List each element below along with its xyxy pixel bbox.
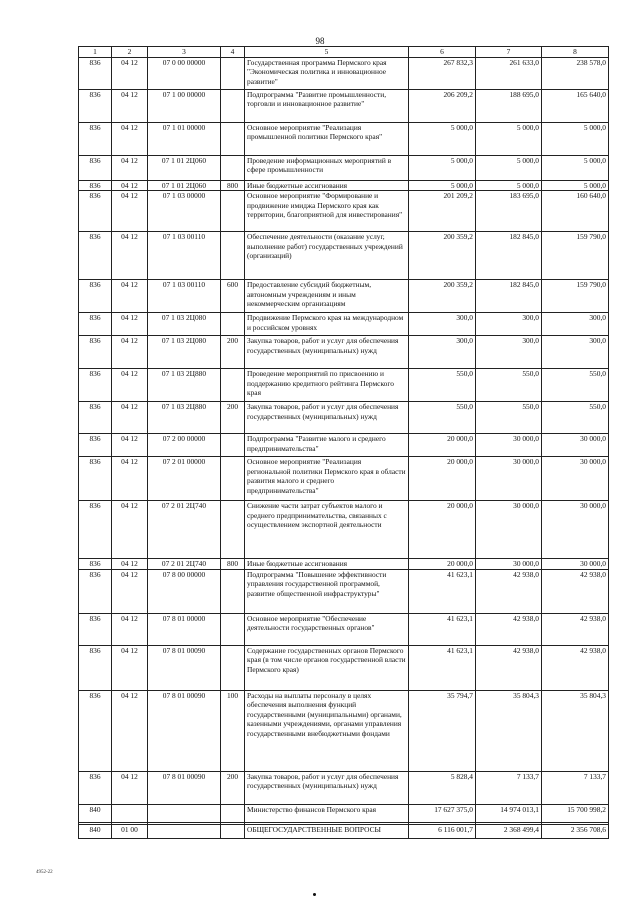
description-cell: Подпрограмма "Развитие промышленности, торговли и инновационное развитие"	[245, 90, 409, 123]
agency-code-cell: 836	[79, 156, 112, 181]
target-item-cell	[148, 824, 221, 838]
expense-type-cell	[221, 569, 245, 613]
agency-code-cell: 836	[79, 569, 112, 613]
amount-year1-cell: 6 116 001,7	[409, 824, 476, 838]
description-cell: Иные бюджетные ассигнования	[245, 181, 409, 191]
section-code-cell: 04 12	[112, 58, 148, 90]
amount-year2-cell: 14 974 013,1	[476, 804, 542, 822]
expense-type-cell	[221, 191, 245, 232]
agency-code-cell: 836	[79, 690, 112, 771]
target-item-cell: 07 8 01 00090	[148, 690, 221, 771]
amount-year1-cell: 41 623,1	[409, 569, 476, 613]
amount-year2-cell: 42 938,0	[476, 645, 542, 690]
expense-type-cell	[221, 156, 245, 181]
expense-type-cell	[221, 58, 245, 90]
target-item-cell: 07 8 00 00000	[148, 569, 221, 613]
expense-type-cell: 800	[221, 181, 245, 191]
amount-year1-cell: 201 209,2	[409, 191, 476, 232]
expense-type-cell	[221, 90, 245, 123]
agency-code-cell: 836	[79, 369, 112, 402]
target-item-cell: 07 2 00 00000	[148, 434, 221, 457]
target-item-cell: 07 2 01 2Ц740	[148, 559, 221, 569]
section-code-cell: 04 12	[112, 280, 148, 313]
amount-year3-cell: 300,0	[542, 313, 609, 336]
target-item-cell: 07 1 03 00110	[148, 232, 221, 280]
section-code-cell: 04 12	[112, 645, 148, 690]
expense-type-cell	[221, 123, 245, 156]
amount-year1-cell: 200 359,2	[409, 232, 476, 280]
target-item-cell: 07 1 03 2Ц080	[148, 336, 221, 369]
header-cell: 5	[245, 47, 409, 58]
agency-code-cell: 836	[79, 313, 112, 336]
table-row	[79, 232, 609, 280]
amount-year1-cell: 5 000,0	[409, 181, 476, 191]
expense-type-cell: 200	[221, 402, 245, 434]
agency-code-cell: 836	[79, 402, 112, 434]
agency-code-cell: 836	[79, 771, 112, 804]
description-cell: Расходы на выплаты персоналу в целях обеспечения выполнения функций государственными (муниципальными) органами, казенными учреждениями, органами управления государственными внебюджетными фондами	[245, 690, 409, 771]
target-item-cell: 07 0 00 00000	[148, 58, 221, 90]
target-item-cell: 07 1 03 00110	[148, 280, 221, 313]
description-cell: Подпрограмма "Развитие малого и среднего предпринимательства"	[245, 434, 409, 457]
amount-year2-cell: 5 000,0	[476, 156, 542, 181]
section-code-cell: 04 12	[112, 336, 148, 369]
amount-year2-cell: 300,0	[476, 313, 542, 336]
table-row	[79, 824, 609, 838]
section-code-cell: 04 12	[112, 369, 148, 402]
description-cell: Проведение информационных мероприятий в сфере промышленности	[245, 156, 409, 181]
description-cell: Продвижение Пермского края на международном и российском уровнях	[245, 313, 409, 336]
target-item-cell: 07 2 01 2Ц740	[148, 501, 221, 559]
amount-year1-cell: 41 623,1	[409, 613, 476, 645]
section-code-cell: 04 12	[112, 559, 148, 569]
table-row	[79, 804, 609, 822]
agency-code-cell: 840	[79, 804, 112, 822]
expense-type-cell	[221, 369, 245, 402]
description-cell: Содержание государственных органов Пермского края (в том числе органов государственной власти Пермского края)	[245, 645, 409, 690]
section-code-cell: 04 12	[112, 313, 148, 336]
description-cell: Проведение мероприятий по присвоению и поддержанию кредитного рейтинга Пермского края	[245, 369, 409, 402]
section-code-cell: 04 12	[112, 90, 148, 123]
description-cell: Закупка товаров, работ и услуг для обеспечения государственных (муниципальных) нужд	[245, 402, 409, 434]
table-row	[79, 280, 609, 313]
agency-code-cell: 836	[79, 613, 112, 645]
section-code-cell	[112, 804, 148, 822]
amount-year1-cell: 550,0	[409, 369, 476, 402]
expense-type-cell	[221, 824, 245, 838]
target-item-cell: 07 1 03 2Ц080	[148, 313, 221, 336]
table-row	[79, 90, 609, 123]
expense-type-cell: 600	[221, 280, 245, 313]
header-cell: 7	[476, 47, 542, 58]
amount-year3-cell: 5 000,0	[542, 181, 609, 191]
section-code-cell: 01 00	[112, 824, 148, 838]
amount-year3-cell: 165 640,0	[542, 90, 609, 123]
header-cell: 4	[221, 47, 245, 58]
section-code-cell: 04 12	[112, 569, 148, 613]
amount-year3-cell: 300,0	[542, 336, 609, 369]
expense-type-cell: 100	[221, 690, 245, 771]
target-item-cell: 07 1 01 2Ц060	[148, 156, 221, 181]
agency-code-cell: 836	[79, 123, 112, 156]
agency-code-cell: 836	[79, 232, 112, 280]
amount-year2-cell: 42 938,0	[476, 613, 542, 645]
amount-year3-cell: 42 938,0	[542, 645, 609, 690]
section-code-cell: 04 12	[112, 123, 148, 156]
target-item-cell: 07 1 01 2Ц060	[148, 181, 221, 191]
expense-type-cell: 200	[221, 336, 245, 369]
description-cell: Обеспечение деятельности (оказание услуг, выполнение работ) государственных учреждений (организаций)	[245, 232, 409, 280]
agency-code-cell: 836	[79, 559, 112, 569]
amount-year2-cell: 182 845,0	[476, 232, 542, 280]
amount-year3-cell: 238 578,0	[542, 58, 609, 90]
table-row	[79, 569, 609, 613]
table-row	[79, 501, 609, 559]
amount-year2-cell: 188 695,0	[476, 90, 542, 123]
amount-year1-cell: 20 000,0	[409, 559, 476, 569]
table-row	[79, 645, 609, 690]
amount-year1-cell: 20 000,0	[409, 501, 476, 559]
table-row	[79, 613, 609, 645]
table-row	[79, 313, 609, 336]
amount-year3-cell: 15 700 998,2	[542, 804, 609, 822]
amount-year2-cell: 182 845,0	[476, 280, 542, 313]
amount-year1-cell: 550,0	[409, 402, 476, 434]
target-item-cell: 07 8 01 00090	[148, 771, 221, 804]
amount-year1-cell: 300,0	[409, 313, 476, 336]
description-cell: Основное мероприятие "Реализация промышленной политики Пермского края"	[245, 123, 409, 156]
header-cell: 6	[409, 47, 476, 58]
amount-year3-cell: 159 790,0	[542, 232, 609, 280]
amount-year3-cell: 159 790,0	[542, 280, 609, 313]
agency-code-cell: 840	[79, 824, 112, 838]
amount-year1-cell: 5 000,0	[409, 156, 476, 181]
amount-year2-cell: 42 938,0	[476, 569, 542, 613]
header-cell: 1	[79, 47, 112, 58]
table-row	[79, 369, 609, 402]
header-cell: 2	[112, 47, 148, 58]
target-item-cell: 07 1 03 2Ц880	[148, 369, 221, 402]
table-row	[79, 336, 609, 369]
amount-year2-cell: 30 000,0	[476, 559, 542, 569]
agency-code-cell: 836	[79, 90, 112, 123]
amount-year1-cell: 35 794,7	[409, 690, 476, 771]
amount-year3-cell: 30 000,0	[542, 559, 609, 569]
amount-year3-cell: 42 938,0	[542, 613, 609, 645]
description-cell: Основное мероприятие "Формирование и продвижение имиджа Пермского края как территории, благоприятной для инвестирования"	[245, 191, 409, 232]
amount-year3-cell: 160 640,0	[542, 191, 609, 232]
amount-year3-cell: 5 000,0	[542, 123, 609, 156]
target-item-cell: 07 1 01 00000	[148, 123, 221, 156]
target-item-cell: 07 8 01 00000	[148, 613, 221, 645]
header-cell: 3	[148, 47, 221, 58]
amount-year3-cell: 2 356 708,6	[542, 824, 609, 838]
amount-year2-cell: 30 000,0	[476, 501, 542, 559]
amount-year1-cell: 5 828,4	[409, 771, 476, 804]
amount-year3-cell: 30 000,0	[542, 457, 609, 501]
section-code-cell: 04 12	[112, 156, 148, 181]
amount-year1-cell: 200 359,2	[409, 280, 476, 313]
amount-year2-cell: 7 133,7	[476, 771, 542, 804]
table-row	[79, 191, 609, 232]
section-code-cell: 04 12	[112, 771, 148, 804]
amount-year3-cell: 550,0	[542, 369, 609, 402]
target-item-cell: 07 8 01 00090	[148, 645, 221, 690]
agency-code-cell: 836	[79, 191, 112, 232]
dot-mark	[313, 893, 316, 896]
description-cell: Иные бюджетные ассигнования	[245, 559, 409, 569]
table-row	[79, 181, 609, 191]
amount-year2-cell: 550,0	[476, 402, 542, 434]
expense-type-cell: 200	[221, 771, 245, 804]
section-code-cell: 04 12	[112, 613, 148, 645]
amount-year3-cell: 5 000,0	[542, 156, 609, 181]
expense-type-cell	[221, 645, 245, 690]
agency-code-cell: 836	[79, 280, 112, 313]
expense-type-cell	[221, 313, 245, 336]
amount-year2-cell: 550,0	[476, 369, 542, 402]
expense-type-cell	[221, 613, 245, 645]
amount-year1-cell: 41 623,1	[409, 645, 476, 690]
agency-code-cell: 836	[79, 457, 112, 501]
budget-table	[78, 46, 609, 839]
amount-year1-cell: 5 000,0	[409, 123, 476, 156]
amount-year1-cell: 206 209,2	[409, 90, 476, 123]
expense-type-cell	[221, 457, 245, 501]
amount-year1-cell: 17 627 375,0	[409, 804, 476, 822]
table-row	[79, 559, 609, 569]
description-cell: Подпрограмма "Повышение эффективности управления государственной программой, развитие общественной инфраструктуры"	[245, 569, 409, 613]
amount-year2-cell: 2 368 499,4	[476, 824, 542, 838]
section-code-cell: 04 12	[112, 402, 148, 434]
description-cell: Снижение части затрат субъектов малого и среднего предпринимательства, связанных с осуществлением экспортной деятельности	[245, 501, 409, 559]
amount-year2-cell: 5 000,0	[476, 123, 542, 156]
section-code-cell: 04 12	[112, 690, 148, 771]
expense-type-cell	[221, 804, 245, 822]
target-item-cell: 07 1 03 00000	[148, 191, 221, 232]
section-code-cell: 04 12	[112, 181, 148, 191]
expense-type-cell	[221, 501, 245, 559]
table-header-row	[79, 47, 609, 58]
page-number: 98	[315, 36, 325, 46]
description-cell: Закупка товаров, работ и услуг для обеспечения государственных (муниципальных) нужд	[245, 771, 409, 804]
expense-type-cell: 800	[221, 559, 245, 569]
section-code-cell: 04 12	[112, 232, 148, 280]
table-row	[79, 771, 609, 804]
section-code-cell: 04 12	[112, 457, 148, 501]
target-item-cell: 07 1 03 2Ц880	[148, 402, 221, 434]
table-row	[79, 58, 609, 90]
amount-year2-cell: 300,0	[476, 336, 542, 369]
expense-type-cell	[221, 434, 245, 457]
amount-year3-cell: 30 000,0	[542, 501, 609, 559]
table-row	[79, 690, 609, 771]
amount-year3-cell: 35 804,3	[542, 690, 609, 771]
amount-year3-cell: 30 000,0	[542, 434, 609, 457]
expense-type-cell	[221, 232, 245, 280]
agency-code-cell: 836	[79, 645, 112, 690]
amount-year2-cell: 30 000,0	[476, 457, 542, 501]
section-code-cell: 04 12	[112, 501, 148, 559]
target-item-cell: 07 1 00 00000	[148, 90, 221, 123]
description-cell: Министерство финансов Пермского края	[245, 804, 409, 822]
description-cell: Основное мероприятие "Обеспечение деятельности государственных органов"	[245, 613, 409, 645]
table-row	[79, 457, 609, 501]
amount-year3-cell: 550,0	[542, 402, 609, 434]
description-cell: Закупка товаров, работ и услуг для обеспечения государственных (муниципальных) нужд	[245, 336, 409, 369]
amount-year3-cell: 42 938,0	[542, 569, 609, 613]
amount-year2-cell: 5 000,0	[476, 181, 542, 191]
table-row	[79, 434, 609, 457]
amount-year2-cell: 35 804,3	[476, 690, 542, 771]
table-row	[79, 123, 609, 156]
amount-year2-cell: 261 633,0	[476, 58, 542, 90]
agency-code-cell: 836	[79, 58, 112, 90]
agency-code-cell: 836	[79, 501, 112, 559]
amount-year3-cell: 7 133,7	[542, 771, 609, 804]
section-code-cell: 04 12	[112, 191, 148, 232]
target-item-cell: 07 2 01 00000	[148, 457, 221, 501]
table-row	[79, 402, 609, 434]
amount-year1-cell: 267 832,3	[409, 58, 476, 90]
section-code-cell: 04 12	[112, 434, 148, 457]
description-cell: Государственная программа Пермского края "Экономическая политика и инновационное развитие"	[245, 58, 409, 90]
description-cell: ОБЩЕГОСУДАРСТВЕННЫЕ ВОПРОСЫ	[245, 824, 409, 838]
description-cell: Основное мероприятие "Реализация региональной политики Пермского края в области развития малого и среднего предпринимательства"	[245, 457, 409, 501]
document-code: 4952-22	[36, 870, 53, 875]
description-cell: Предоставление субсидий бюджетным, автономным учреждениям и иным некоммерческим организациям	[245, 280, 409, 313]
agency-code-cell: 836	[79, 434, 112, 457]
target-item-cell	[148, 804, 221, 822]
agency-code-cell: 836	[79, 181, 112, 191]
table-row	[79, 156, 609, 181]
amount-year1-cell: 300,0	[409, 336, 476, 369]
agency-code-cell: 836	[79, 336, 112, 369]
amount-year1-cell: 20 000,0	[409, 434, 476, 457]
header-cell: 8	[542, 47, 609, 58]
amount-year2-cell: 183 695,0	[476, 191, 542, 232]
amount-year2-cell: 30 000,0	[476, 434, 542, 457]
amount-year1-cell: 20 000,0	[409, 457, 476, 501]
